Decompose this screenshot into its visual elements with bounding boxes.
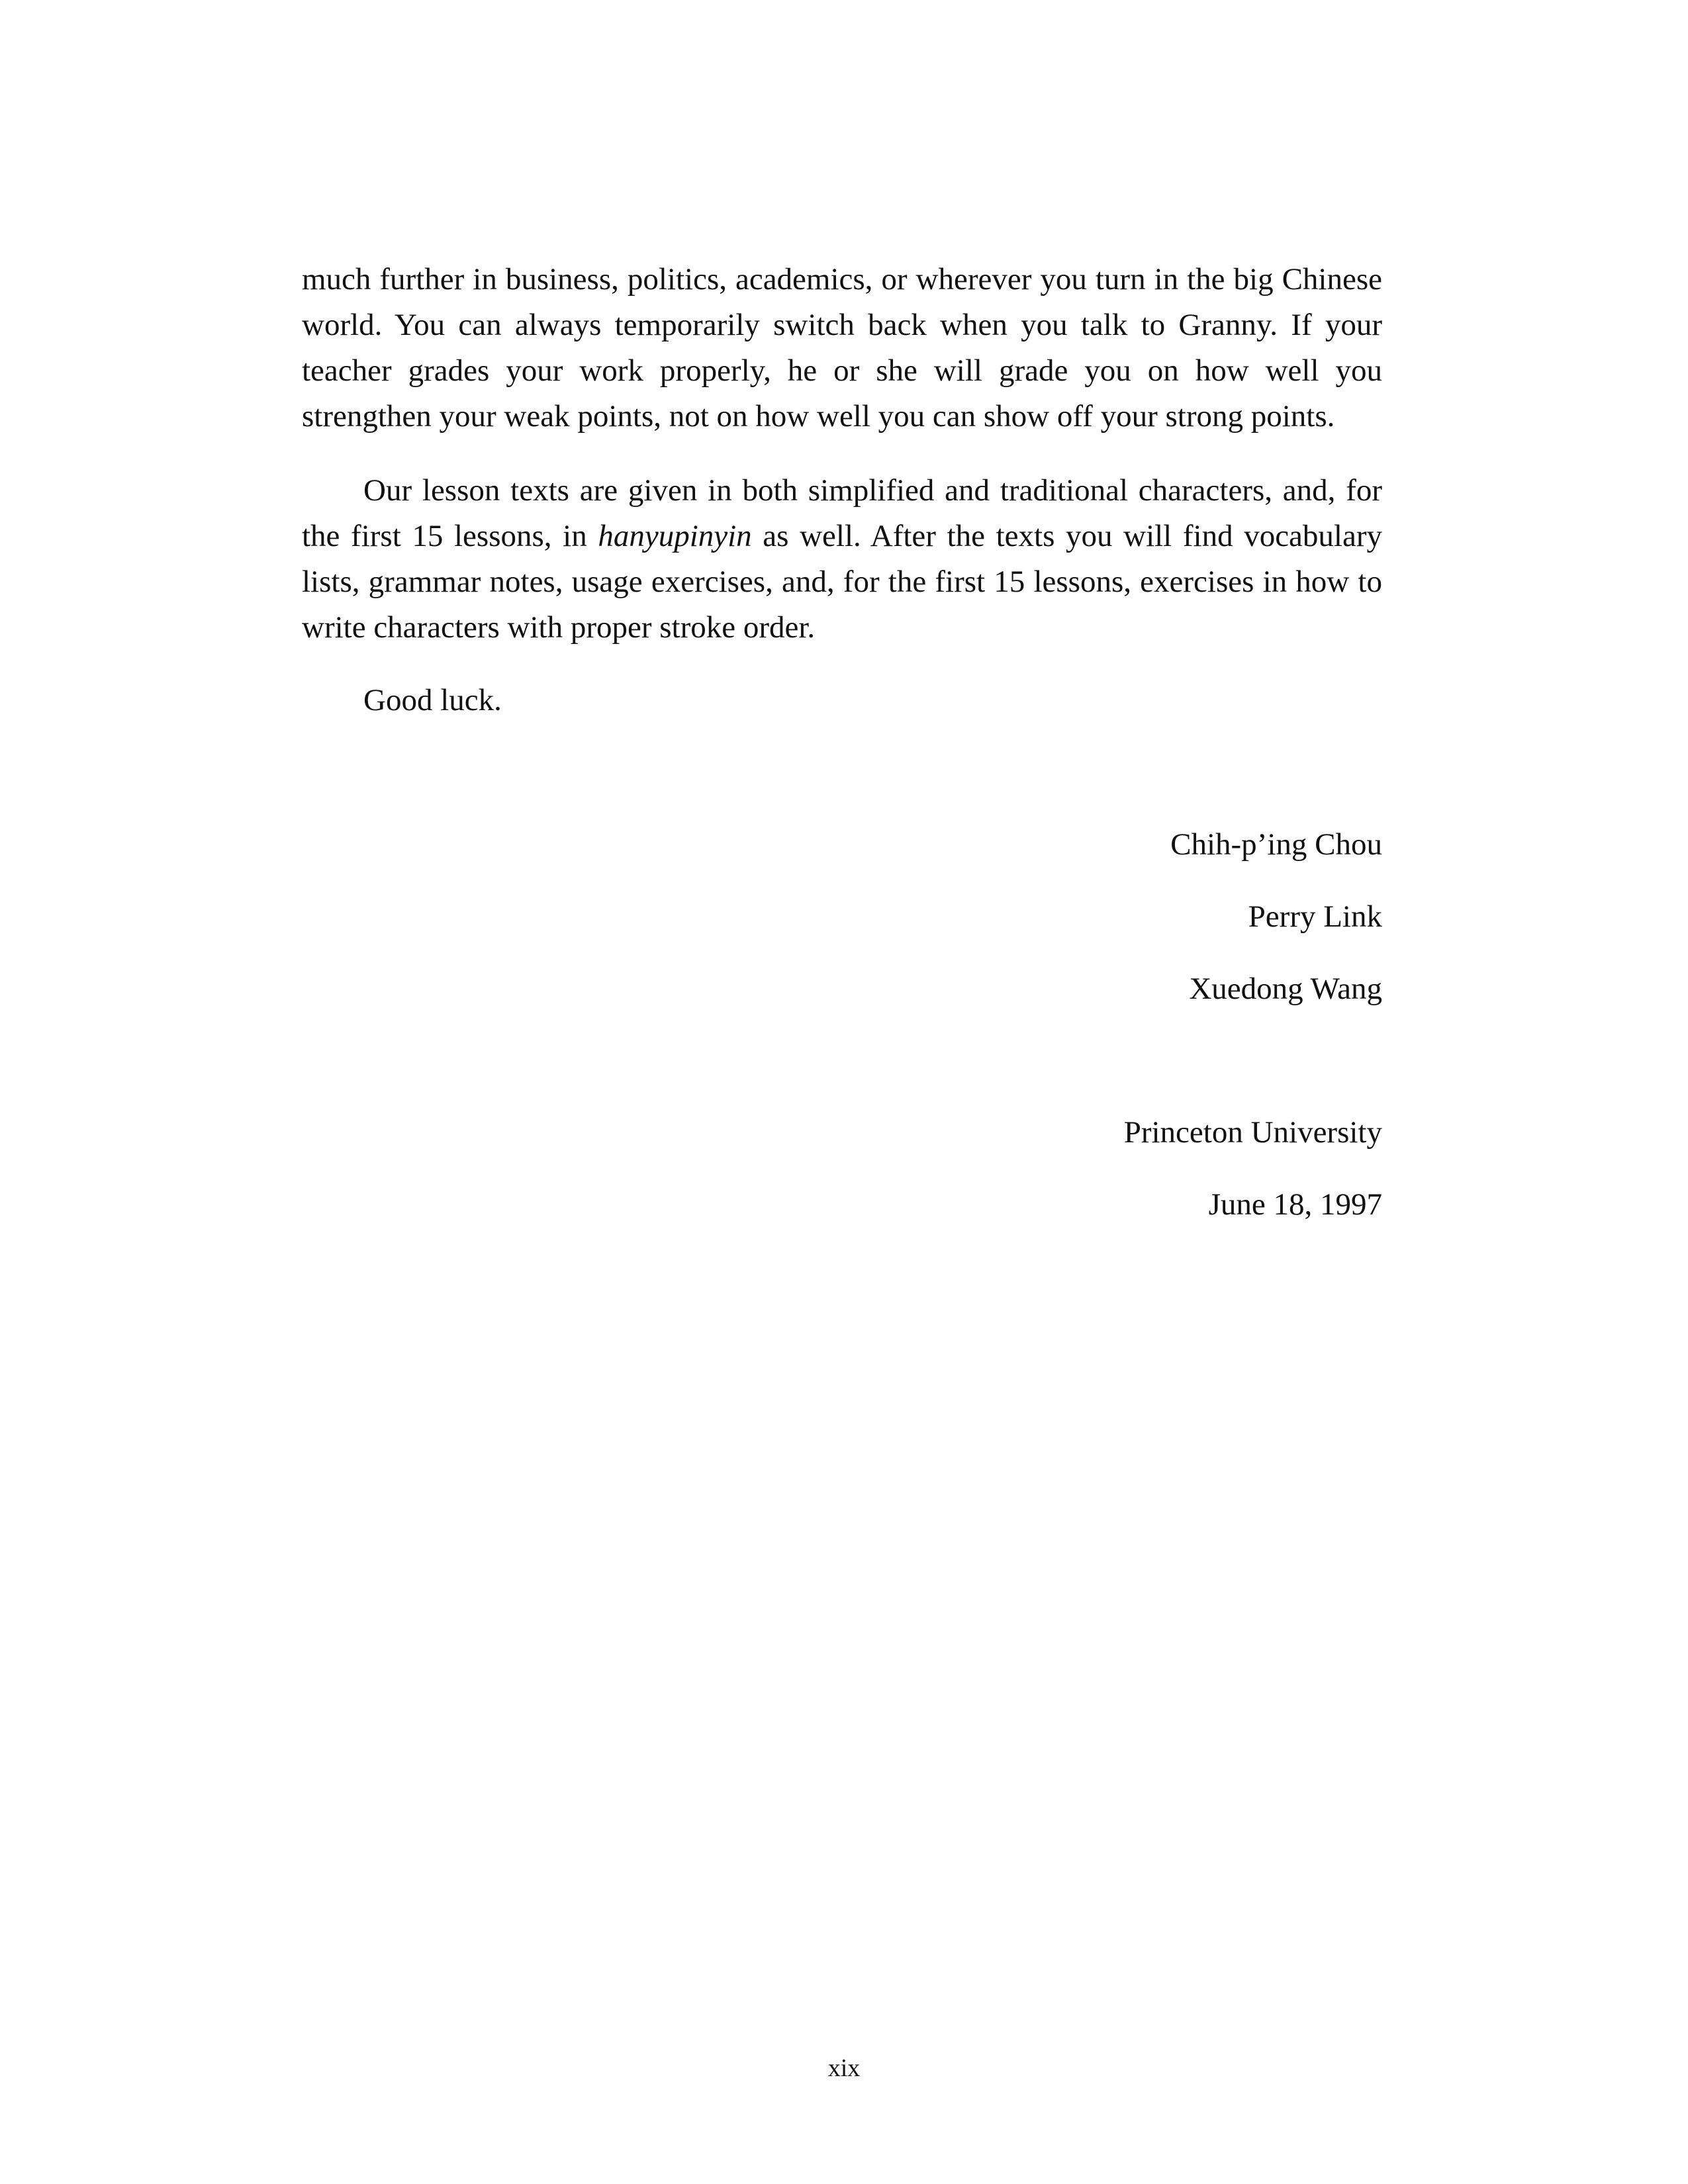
paragraph-2-text-start: Our lesson texts are given in both simplified and traditional characters, and, for the first 15 lessons, in: [302, 473, 1382, 553]
author-name-2: Perry Link: [1248, 899, 1382, 934]
institution-name: Princeton University: [1123, 1115, 1382, 1150]
body-paragraph-1: much further in business, politics, academics, or wherever you turn in the big Chinese world. You can always temporarily switch back when you talk to Granny. If your teacher grades your work properly, he or she will grade you on how well you strengthen your weak points, not on how well you can show off your strong points.: [302, 262, 1382, 433]
paragraph-2-italic-term: hanyupinyin: [598, 519, 752, 553]
page-number: xix: [827, 2054, 861, 2082]
author-name-3: Xuedong Wang: [1189, 972, 1382, 1006]
closing-line: Good luck.: [363, 683, 502, 717]
signature-date: June 18, 1997: [1208, 1187, 1382, 1222]
paragraph-2-text-end: as well. After the texts you will find vocabulary lists, grammar notes, usage exercises, and, for the first 15 lessons, exercises in how to write characters with proper stroke order.: [302, 519, 1382, 645]
author-name-1: Chih-p’ing Chou: [1170, 827, 1382, 862]
body-paragraph-2: [302, 468, 1382, 651]
